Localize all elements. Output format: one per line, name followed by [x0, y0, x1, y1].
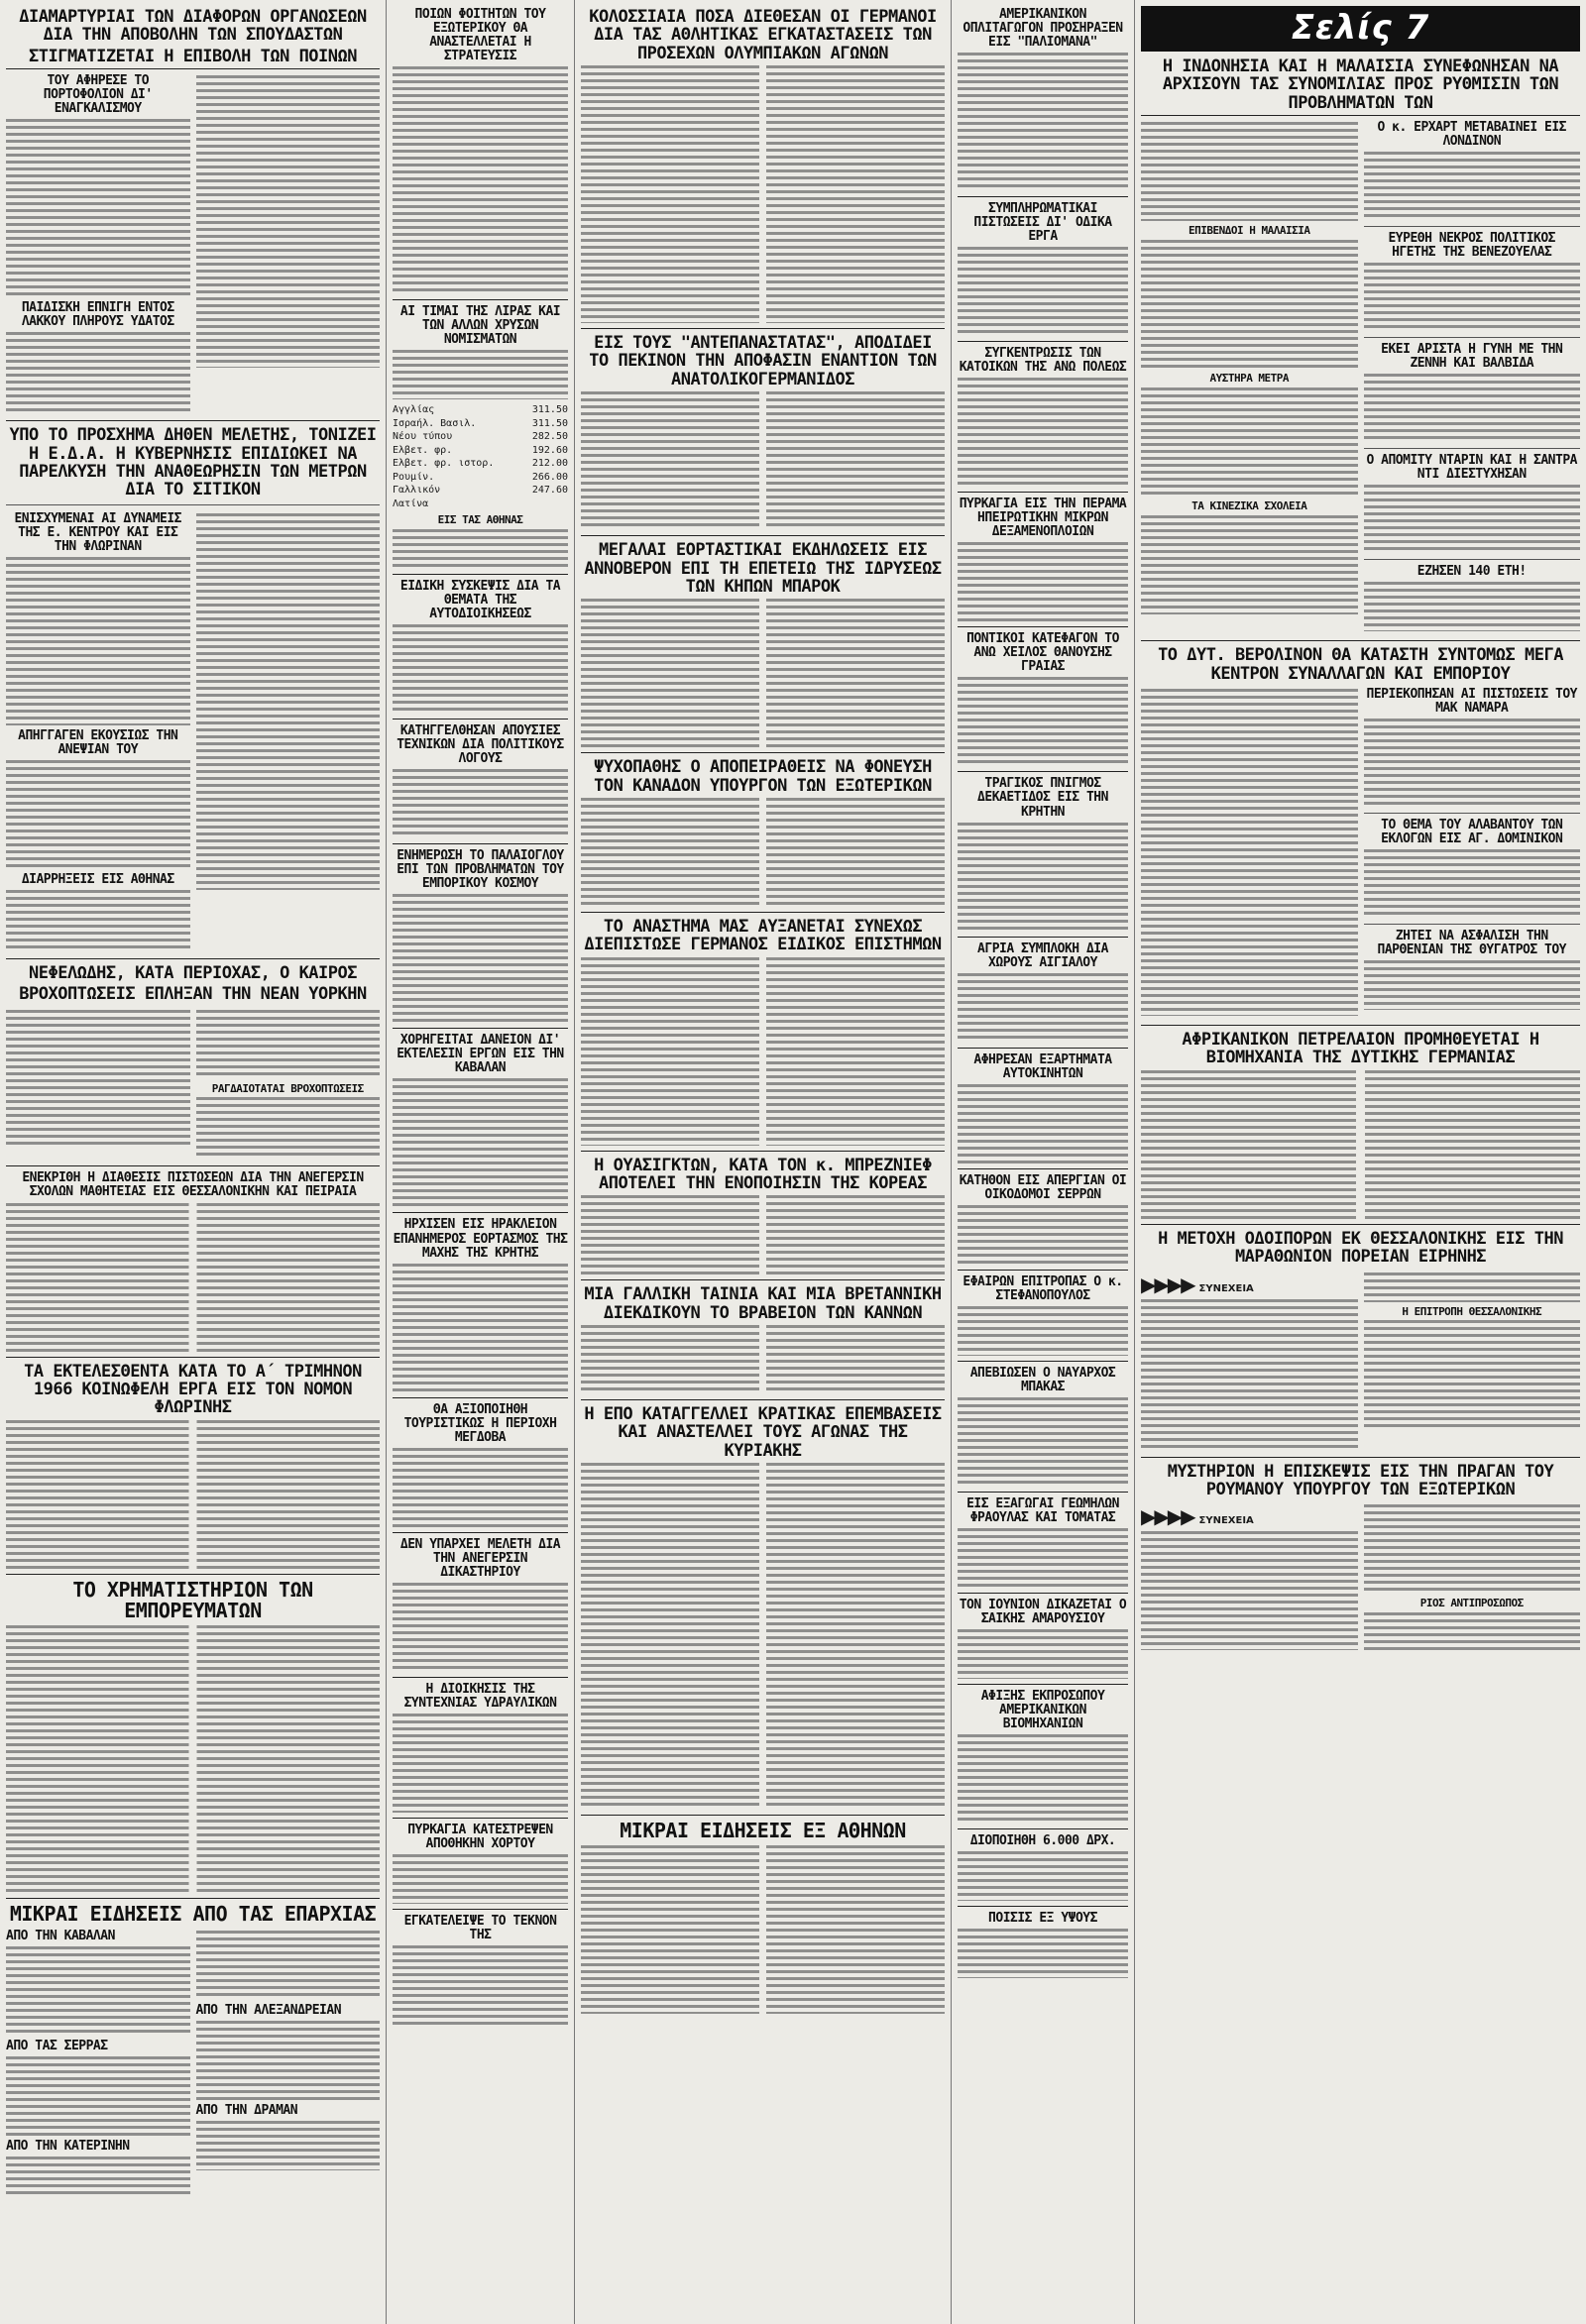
article-body: [1141, 515, 1358, 614]
page-number-banner: Σελίς 7: [1141, 6, 1580, 52]
headline-florina-works: ΤΑ ΕΚΤΕΛΕΣΘΕΝΤΑ ΚΑΤΑ ΤΟ Α΄ ΤΡΙΜΗΝΟΝ 1966 ΚΟΙΝΩΦΕΛΗ ΕΡΓΑ ΕΙΣ ΤΟΝ ΝΟΜΟΝ ΦΛΩΡΙΝΗΣ: [24, 1361, 362, 1418]
headline-romanian-minister: ΜΥΣΤΗΡΙΟΝ Η ΕΠΙΣΚΕΨΙΣ ΕΙΣ ΤΗΝ ΠΡΑΓΑΝ ΤΟΥ ΡΟΥΜΑΝΟΥ ΥΠΟΥΡΓΟΥ ΤΩΝ ΕΞΩΤΕΡΙΚΩΝ: [1167, 1461, 1554, 1499]
headline-erhard: Ο κ. ΕΡΧΑΡΤ ΜΕΤΑΒΑΙΝΕΙ ΕΙΣ ΛΟΝΔΙΝΟΝ: [1377, 120, 1566, 150]
subhead-serres: ΑΠΟ ΤΑΣ ΣΕΡΡΑΣ: [6, 2039, 108, 2054]
article-body: [6, 1010, 190, 1149]
subhead-athens: ΕΙΣ ΤΑΣ ΑΘΗΝΑΣ: [437, 513, 523, 527]
headline-6000-drachmas: ΔΙΟΠΟΙΗΘΗ 6.000 ΔΡΧ.: [969, 1833, 1116, 1849]
headline-commodities-exchange: ΤΟ ΧΡΗΜΑΤΙΣΤΗΡΙΟΝ ΤΩΝ ΕΜΠΟΡΕΥΜΑΤΩΝ: [72, 1577, 313, 1623]
rate-row: Ελβετ. φρ. ιστορ. 212.00: [393, 458, 568, 470]
subhead-malaysia: ΕΠΙΒΕΝΔΟΙ Η ΜΑΛΑΙΣΙΑ: [1189, 224, 1310, 238]
article-body: [1141, 689, 1358, 1016]
article-body: [958, 247, 1128, 336]
headline-heavy-rain: ΡΑΓΔΑΙΟΤΑΤΑΙ ΒΡΟΧΟΠΤΩΣΕΙΣ: [211, 1081, 364, 1095]
headline-ano-poli: ΣΥΓΚΕΝΤΡΩΣΙΣ ΤΩΝ ΚΑΤΟΙΚΩΝ ΤΗΣ ΑΝΩ ΠΟΛΕΩΣ: [959, 346, 1127, 376]
headline-megdova: ΘΑ ΑΞΙΟΠΟΙΗΘΗ ΤΟΥΡΙΣΤΙΚΩΣ Η ΠΕΡΙΟΧΗ ΜΕΓΔΟΒΑ: [403, 1401, 557, 1445]
article-body: [1364, 960, 1581, 1010]
article-body: [393, 769, 568, 838]
article-body: [958, 53, 1128, 191]
headline-venezuela: ΕΥΡΕΘΗ ΝΕΚΡΟΣ ΠΟΛΙΤΙΚΟΣ ΗΓΕΤΗΣ ΤΗΣ ΒΕΝΕΖΟΥΕΛΑΣ: [1388, 231, 1555, 261]
article-body: [1364, 374, 1581, 443]
headline-self-government: ΕΙΔΙΚΗ ΣΥΣΚΕΨΙΣ ΔΙΑ ΤΑ ΘΕΜΑΤΑ ΤΗΣ ΑΥΤΟΔΙΟΙΚΗΣΕΩΣ: [399, 579, 561, 622]
headline-technicians: ΚΑΤΗΓΓΕΛΘΗΣΑΝ ΑΠΟΥΣΙΕΣ ΤΕΧΝΙΚΩΝ ΔΙΑ ΠΟΛΙΤΙΚΟΥΣ ΛΟΓΟΥΣ: [396, 723, 564, 767]
article-body: [6, 1420, 380, 1569]
article-body: [958, 1734, 1128, 1824]
headline-american-industries: ΑΦΙΞΗΣ ΕΚΠΡΟΣΩΠΟΥ ΑΜΕΡΙΚΑΝΙΚΩΝ ΒΙΟΜΗΧΑΝΙΩΝ: [980, 1688, 1105, 1732]
headline-kavala-loan: ΧΟΡΗΓΕΙΤΑΙ ΔΑΝΕΙΟΝ ΔΙ' ΕΚΤΕΛΕΣΙΝ ΕΡΓΩΝ ΕΙΣ ΤΗΝ ΚΑΒΑΛΑΝ: [396, 1033, 564, 1076]
article-body: [1364, 582, 1581, 631]
rate-row: Λατίνα: [393, 498, 429, 509]
headline-beijing: ΕΙΣ ΤΟΥΣ "ΑΝΤΕΠΑΝΑΣΤΑΤΑΣ", ΑΠΟΔΙΔΕΙ ΤΟ ΠΕΚΙΝΟΝ ΤΗΝ ΑΠΟΦΑΣΙΝ ΕΝΑΝΤΙΟΝ ΤΩΝ ΑΝΑΤΟΛΙΚΟΓΕΡΜΑΝΙΔΟΣ: [589, 333, 937, 389]
article-body: [1364, 1273, 1581, 1302]
headline-girl-drowned: ΠΑΙΔΙΣΚΗ ΕΠΝΙΓΗ ΕΝΤΟΣ ΛΑΚΚΟΥ ΠΛΗΡΟΥΣ ΥΔΑΤΟΣ: [21, 300, 174, 330]
article-body: [581, 65, 945, 323]
article-body: [196, 75, 381, 368]
gold-coin-rates-table: [393, 403, 568, 510]
headline-140-years: ΕΖΗΣΕΝ 140 ΕΤΗ!: [1416, 564, 1527, 580]
subhead-chinese-schools: ΤΑ ΚΙΝΕΖΙΚΑ ΣΧΟΛΕΙΑ: [1191, 498, 1307, 512]
column-4: [952, 0, 1135, 2324]
subhead-drama: ΑΠΟ ΤΗΝ ΔΡΑΜΑΝ: [195, 2103, 298, 2119]
headline-marathon-march: Η ΜΕΤΟΧΗ ΟΔΟΙΠΟΡΩΝ ΕΚ ΘΕΣΣΑΛΟΝΙΚΗΣ ΕΙΣ ΤΗΝ ΜΑΡΑΘΩΝΙΟΝ ΠΟΡΕΙΑΝ ΕΙΡΗΝΗΣ: [1158, 1228, 1563, 1268]
headline-darin: Ο ΑΠΟΜΙΤΥ ΝΤΑΡΙΝ ΚΑΙ Η ΣΑΝΤΡΑ ΝΤΙ ΔΙΕΣΤΥΧΗΣΑΝ: [1366, 453, 1577, 483]
headline-height-increase: ΤΟ ΑΝΑΣΤΗΜΑ ΜΑΣ ΑΥΞΑΝΕΤΑΙ ΣΥΝΕΧΩΣ ΔΙΕΠΙΣΤΩΣΕ ΓΕΡΜΑΝΟΣ ΕΙΔΙΚΟΣ ΕΠΙΣΤΗΜΩΝ: [584, 916, 942, 955]
article-body: [393, 66, 568, 294]
headline-epo: Η ΕΠΟ ΚΑΤΑΓΓΕΛΛΕΙ ΚΡΑΤΙΚΑΣ ΕΠΕΜΒΑΣΕΙΣ ΚΑΙ ΑΝΑΣΤΕΛΛΕΙ ΤΟΥΣ ΑΓΩΝΑΣ ΤΗΣ ΚΥΡΙΑΚΗΣ: [584, 1404, 942, 1461]
article-body: [6, 2157, 190, 2196]
subhead-committee: Η ΕΠΙΤΡΟΠΗ ΘΕΣΣΑΛΟΝΙΚΗΣ: [1402, 1304, 1542, 1318]
headline-athens-news: ΜΙΚΡΑΙ ΕΙΔΗΣΕΙΣ ΕΞ ΑΘΗΝΩΝ: [620, 1819, 906, 1843]
headline-exports: ΕΙΣ ΕΞΑΓΩΓΑΙ ΓΕΩΜΗΛΩΝ ΦΡΑΟΥΛΑΣ ΚΑΙ ΤΟΜΑΤΑΣ: [966, 1495, 1119, 1525]
article-body: [196, 513, 381, 890]
headline-road-works: ΣΥΜΠΛΗΡΩΜΑΤΙΚΑΙ ΠΙΣΤΩΣΕΙΣ ΔΙ' ΟΔΙΚΑ ΕΡΓΑ: [973, 201, 1112, 245]
headline-protests-students: ΔΙΑΜΑΡΤΥΡΙΑΙ ΤΩΝ ΔΙΑΦΟΡΩΝ ΟΡΓΑΝΩΣΕΩΝ ΔΙΑ ΤΗΝ ΑΠΟΒΟΛΗΝ ΤΩΝ ΣΠΟΥΔΑΣΤΩΝ: [19, 7, 367, 46]
article-body: [393, 1854, 568, 1904]
headline-cannes: ΜΙΑ ΓΑΛΛΙΚΗ ΤΑΙΝΙΑ ΚΑΙ ΜΙΑ ΒΡΕΤΑΝΝΙΚΗ ΔΙΕΚΔΙΚΟΥΝ ΤΟ ΒΡΑΒΕΙΟΝ ΤΩΝ ΚΑΝΝΩΝ: [584, 1284, 942, 1323]
article-body: [1364, 152, 1581, 221]
article-body: [581, 1463, 945, 1810]
headline-penalties: ΣΤΙΓΜΑΤΙΖΕΤΑΙ Η ΕΠΙΒΟΛΗ ΤΩΝ ΠΟΙΝΩΝ: [6, 48, 380, 69]
article-body: [581, 391, 945, 530]
headline-palaiologos: ΕΝΗΜΕΡΩΣΗ ΤΟ ΠΑΛΑΙΟΓΛΟΥ ΕΠΙ ΤΩΝ ΠΡΟΒΛΗΜΑΤΩΝ ΤΟΥ ΕΜΠΟΡΙΚΟΥ ΚΟΣΜΟΥ: [396, 848, 564, 892]
article-body: [1141, 1070, 1580, 1219]
article-body: [958, 677, 1128, 766]
article-body: [393, 1945, 568, 2025]
column-5: [1135, 0, 1586, 2324]
headline-eda-wheat: ΥΠΟ ΤΟ ΠΡΟΣΧΗΜΑ ΔΗΘΕΝ ΜΕΛΕΤΗΣ, ΤΟΝΙΖΕΙ Η Ε.Δ.Α. Η ΚΥΒΕΡΝΗΣΙΣ ΕΠΙΔΙΩΚΕΙ ΝΑ ΠΑΡΕΛΚΥΣΗ ΤΗΝ ΑΝΑΘΕΩΡΗΣΙΝ ΤΩΝ ΜΕΤΡΩΝ ΔΙΑ ΤΟ ΣΙΤΙΚΟΝ: [9, 425, 377, 500]
market-listing: [6, 1625, 380, 1893]
article-body: [6, 890, 190, 949]
headline-african-oil: ΑΦΡΙΚΑΝΙΚΟΝ ΠΕΤΡΕΛΑΙΟΝ ΠΡΟΜΗΘΕΥΕΤΑΙ Η ΒΙΟΜΗΧΑΝΙΑ ΤΗΣ ΔΥΤΙΚΗΣ ΓΕΡΜΑΝΙΑΣ: [1182, 1030, 1539, 1068]
article-body: [393, 624, 568, 714]
headline-abandoned-child: ΕΓΚΑΤΕΛΕΙΨΕ ΤΟ ΤΕΚΝΟΝ ΤΗΣ: [403, 1913, 557, 1942]
headline-paliomana: ΑΜΕΡΙΚΑΝΙΚΟΝ ΟΠΛΙΤΑΓΩΓΟΝ ΠΡΟΣΗΡΑΞΕΝ ΕΙΣ "ΠΑΛΙΟΜΑΝΑ": [963, 7, 1123, 51]
headline-hay-fire: ΠΥΡΚΑΓΙΑ ΚΑΤΕΣΤΡΕΨΕΝ ΑΠΟΘΗΚΗΝ ΧΟΡΤΟΥ: [407, 1822, 553, 1851]
headline-schools-credits: ΕΝΕΚΡΙΘΗ Η ΔΙΑΘΕΣΙΣ ΠΙΣΤΩΣΕΩΝ ΔΙΑ ΤΗΝ ΑΝΕΓΕΡΣΙΝ ΣΧΟΛΩΝ ΜΑΘΗΤΕΙΑΣ ΕΙΣ ΘΕΣΣΑΛΟΝΙΚΗΝ ΚΑΙ ΠΕΙΡΑΙΑ: [22, 1170, 364, 1200]
headline-serres-strike: ΚΑΤΗΘΟΝ ΕΙΣ ΑΠΕΡΓΙΑΝ ΟΙ ΟΙΚΟΔΟΜΟΙ ΣΕΡΡΩΝ: [959, 1172, 1127, 1202]
rate-row: Ισραήλ. Βασιλ. 311.50: [393, 417, 568, 429]
article-body: [1364, 1612, 1581, 1652]
article-body: [958, 1397, 1128, 1487]
article-body: [1364, 719, 1581, 808]
headline-burglaries: ΔΙΑΡΡΗΞΕΙΣ ΕΙΣ ΑΘΗΝΑΣ: [21, 871, 174, 887]
article-body: [393, 1448, 568, 1527]
article-body: [581, 599, 945, 747]
headline-weather: ΝΕΦΕΛΩΔΗΣ, ΚΑΤΑ ΠΕΡΙΟΧΑΣ, Ο ΚΑΙΡΟΣ: [29, 962, 357, 983]
article-body: [1141, 1299, 1358, 1448]
article-body: [958, 1929, 1128, 1978]
article-body: [958, 378, 1128, 487]
article-body: [958, 973, 1128, 1043]
article-body: [581, 1325, 945, 1394]
column-1: [0, 0, 387, 2324]
article-body: [958, 1629, 1128, 1679]
article-body: [581, 798, 945, 907]
rate-row: Ελβετ. φρ. 192.60: [393, 444, 568, 456]
article-body: [958, 1084, 1128, 1163]
article-body: [581, 957, 945, 1146]
article-body: [196, 2121, 381, 2170]
continuation-arrows: ▶▶▶▶ ΣΥΝΕΧΕΙΑ: [1141, 1272, 1254, 1296]
headline-insure-virginity: ΖΗΤΕΙ ΝΑ ΑΣΦΑΛΙΣΗ ΤΗΝ ΠΑΡΘΕΝΙΑΝ ΤΗΣ ΘΥΓΑΤΡΟΣ ΤΟΥ: [1377, 929, 1566, 958]
article-body: [958, 823, 1128, 932]
headline-fight: ΑΓΡΙΑ ΣΥΜΠΛΟΚΗ ΔΙΑ ΧΩΡΟΥΣ ΑΙΓΙΑΛΟΥ: [977, 941, 1108, 970]
headline-gold-coins: ΑΙ ΤΙΜΑΙ ΤΗΣ ΛΙΡΑΣ ΚΑΙ ΤΩΝ ΑΛΛΩΝ ΧΡΥΣΩΝ ΝΟΜΙΣΜΑΤΩΝ: [399, 304, 561, 348]
headline-battle-of-crete: ΗΡΧΙΣΕΝ ΕΙΣ ΗΡΑΚΛΕΙΟΝ ΕΠΑΝΗΜΕΡΟΣ ΕΟΡΤΑΣΜΟΣ ΤΗΣ ΜΑΧΗΣ ΤΗΣ ΚΡΗΤΗΣ: [393, 1217, 568, 1261]
subhead-katerini: ΑΠΟ ΤΗΝ ΚΑΤΕΡΙΝΗΝ: [6, 2139, 130, 2155]
article-body: [958, 1205, 1128, 1265]
headline-rats: ΠΟΝΤΙΚΟΙ ΚΑΤΕΦΑΓΟΝ ΤΟ ΑΝΩ ΧΕΙΛΟΣ ΘΑΝΟΥΣΗΣ ΓΡΑΙΑΣ: [966, 631, 1119, 675]
subhead-kavala: ΑΠΟ ΤΗΝ ΚΑΒΑΛΑΝ: [6, 1929, 115, 1944]
headline-fall: ΠΟΙΣΙΣ ΕΞ ΥΨΟΥΣ: [988, 1911, 1097, 1927]
article-body: [6, 332, 190, 411]
article-body: [1364, 1504, 1581, 1594]
subhead-strict-measures: ΑΥΣΤΗΡΑ ΜΕΤΡΑ: [1209, 371, 1290, 385]
article-body: [1141, 122, 1358, 221]
headline-west-berlin: ΤΟ ΔΥΤ. ΒΕΡΟΛΙΝΟΝ ΘΑ ΚΑΤΑΣΤΗ ΣΥΝΤΟΜΩΣ ΜΕΓΑ ΚΕΝΤΡΟΝ ΣΥΝΑΛΛΑΓΩΝ ΚΑΙ ΕΜΠΟΡΙΟΥ: [1158, 645, 1563, 684]
headline-wallet-theft: ΤΟΥ ΑΦΗΡΕΣΕ ΤΟ ΠΟΡΤΟΦΟΛΙΟΝ ΔΙ' ΕΝΑΓΚΑΛΙΣΜΟΥ: [43, 73, 153, 117]
article-body: [6, 760, 190, 869]
headline-new-york-rain: ΒΡΟΧΟΠΤΩΣΕΙΣ ΕΠΛΗΞΑΝ ΤΗΝ ΝΕΑΝ ΥΟΡΚΗΝ: [19, 984, 367, 1005]
article-body: [393, 1078, 568, 1207]
headline-olympic-facilities: ΚΟΛΟΣΣΙΑΙΑ ΠΟΣΑ ΔΙΕΘΕΣΑΝ ΟΙ ΓΕΡΜΑΝΟΙ ΔΙΑ ΤΑΣ ΑΘΛΗΤΙΚΑΣ ΕΓΚΑΤΑΣΤΑΣΕΙΣ ΤΩΝ ΠΡΟΣΕΧΩΝ ΟΛΥΜΠΙΑΚΩΝ ΑΓΩΝΩΝ: [589, 7, 937, 63]
column-3: [575, 0, 952, 2324]
article-body: [6, 2056, 190, 2136]
article-body: [393, 350, 568, 399]
headline-woman: ΕΚΕΙ ΑΡΙΣΤΑ Η ΓΥΝΗ ΜΕ ΤΗΝ ΖΕΝΝΗ ΚΑΙ ΒΑΛΒΙΔΑ: [1381, 342, 1563, 372]
article-body: [196, 2021, 381, 2100]
headline-trial: ΤΟΝ ΙΟΥΝΙΟΝ ΔΙΚΑΖΕΤΑΙ Ο ΣΑΙΚΗΣ ΑΜΑΡΟΥΣΙΟΥ: [959, 1597, 1127, 1626]
headline-dominican: ΤΟ ΘΕΜΑ ΤΟΥ ΑΛΑΒΑΝΤΟΥ ΤΩΝ ΕΚΛΟΓΩΝ ΕΙΣ ΑΓ. ΔΟΜΙΝΙΚΟΝ: [1381, 818, 1563, 847]
subhead-alexandreia: ΑΠΟ ΤΗΝ ΑΛΕΞΑΝΔΡΕΙΑΝ: [195, 2003, 342, 2019]
article-body: [1364, 1320, 1581, 1429]
headline-mcnamara: ΠΕΡΙΕΚΟΠΗΣΑΝ ΑΙ ΠΙΣΤΩΣΕΙΣ ΤΟΥ ΜΑΚ ΝΑΜΑΡΑ: [1366, 687, 1577, 717]
article-body: [1364, 849, 1581, 919]
article-body: [958, 1851, 1128, 1901]
rate-row: Νέου τύπου 282.50: [393, 431, 568, 443]
article-body: [958, 542, 1128, 621]
subhead-representative: ΡΙΟΣ ΑΝΤΙΠΡΟΣΩΠΟΣ: [1419, 1597, 1524, 1610]
article-body: [393, 529, 568, 569]
article-body: [1141, 1531, 1358, 1650]
rate-row: Αγγλίας 311.50: [393, 404, 568, 416]
headline-plumbers: Η ΔΙΟΙΚΗΣΙΣ ΤΗΣ ΣΥΝΤΕΧΝΙΑΣ ΥΔΡΑΥΛΙΚΩΝ: [403, 1681, 557, 1711]
article-body: [6, 119, 190, 297]
headline-provincial-news: ΜΙΚΡΑΙ ΕΙΔΗΣΕΙΣ ΑΠΟ ΤΑΣ ΕΠΑΡΧΙΑΣ: [9, 1901, 377, 1926]
article-body: [393, 1583, 568, 1672]
article-body: [958, 1306, 1128, 1356]
headline-students-abroad: ΠΟΙΩΝ ΦΟΙΤΗΤΩΝ ΤΟΥ ΕΞΩΤΕΡΙΚΟΥ ΘΑ ΑΝΑΣΤΕΛΛΕΤΑΙ Η ΣΤΡΑΤΕΥΣΙΣ: [414, 7, 546, 64]
headline-hanover: ΜΕΓΑΛΑΙ ΕΟΡΤΑΣΤΙΚΑΙ ΕΚΔΗΛΩΣΕΙΣ ΕΙΣ ΑΝΝΟΒΕΡΟΝ ΕΠΙ ΤΗ ΕΠΕΤΕΙΩ ΤΗΣ ΙΔΡΥΣΕΩΣ ΤΩΝ ΚΗΠΩΝ ΜΠΑΡΟΚ: [584, 540, 942, 597]
column-2: [387, 0, 575, 2324]
rate-row: Ρουμίν. 266.00: [393, 471, 568, 483]
headline-psychopath: ΨΥΧΟΠΑΘΗΣ Ο ΑΠΟΠΕΙΡΑΘΕΙΣ ΝΑ ΦΟΝΕΥΣΗ ΤΟΝ ΚΑΝΑΔΟΝ ΥΠΟΥΡΓΟΝ ΤΩΝ ΕΞΩΤΕΡΙΚΩΝ: [594, 757, 932, 796]
article-body: [6, 557, 190, 725]
headline-florina-forces: ΕΝΙΣΧΥΜΕΝΑΙ ΑΙ ΔΥΝΑΜΕΙΣ ΤΗΣ Ε. ΚΕΝΤΡΟΥ ΚΑΙ ΕΙΣ ΤΗΝ ΦΛΩΡΙΝΑΝ: [14, 510, 181, 554]
headline-indonesia-malaysia: Η ΙΝΔΟΝΗΣΙΑ ΚΑΙ Η ΜΑΛΑΙΣΙΑ ΣΥΝΕΦΩΝΗΣΑΝ ΝΑ ΑΡΧΙΣΟΥΝ ΤΑΣ ΣΥΝΟΜΙΛΙΑΣ ΠΡΟΣ ΡΥΘΜΙΣΙΝ ΤΩΝ ΠΡΟΒΛΗΜΑΤΩΝ ΤΩΝ: [1141, 57, 1580, 116]
headline-perama-fire: ΠΥΡΚΑΓΙΑ ΕΙΣ ΤΗΝ ΠΕΡΑΜΑ ΗΠΕΙΡΩΤΙΚΗΝ ΜΙΚΡΩΝ ΔΕΞΑΜΕΝΟΠΛΟΙΩΝ: [959, 497, 1127, 540]
headline-car-parts: ΑΦΗΡΕΣΑΝ ΕΞΑΡΤΗΜΑΤΑ ΑΥΤΟΚΙΝΗΤΩΝ: [973, 1051, 1112, 1081]
article-body: [393, 1264, 568, 1392]
headline-stefanopoulos: ΕΦΑΙΡΩΝ ΕΠΙΤΡΟΠΑΣ Ο κ. ΣΤΕΦΑΝΟΠΟΥΛΟΣ: [963, 1273, 1123, 1303]
article-body: [1364, 263, 1581, 332]
article-body: [6, 1946, 190, 2036]
article-body: [1364, 485, 1581, 554]
article-body: [393, 894, 568, 1023]
headline-courthouse: ΔΕΝ ΥΠΑΡΧΕΙ ΜΕΛΕΤΗ ΔΙΑ ΤΗΝ ΑΝΕΓΕΡΣΙΝ ΔΙΚΑΣΤΗΡΙΟΥ: [399, 1536, 561, 1580]
article-body: [196, 1010, 381, 1079]
article-body: [581, 1845, 945, 2014]
article-body: [581, 1195, 945, 1274]
headline-niece: ΑΠΗΓΓΑΓΕΝ ΕΚΟΥΣΙΩΣ ΤΗΝ ΑΝΕΨΙΑΝ ΤΟΥ: [18, 727, 178, 757]
headline-crete-drowning: ΤΡΑΓΙΚΟΣ ΠΝΙΓΜΟΣ ΔΕΚΑΕΤΙΔΟΣ ΕΙΣ ΤΗΝ ΚΡΗΤΗΝ: [977, 776, 1108, 820]
headline-brezhnev: Η ΟΥΑΣΙΓΚΤΩΝ, ΚΑΤΑ ΤΟΝ κ. ΜΠΡΕΖΝΙΕΦ ΑΠΟΤΕΛΕΙ ΤΗΝ ΕΝΟΠΟΙΗΣΙΝ ΤΗΣ ΚΟΡΕΑΣ: [594, 1155, 932, 1194]
headline-admiral: ΑΠΕΒΙΩΣΕΝ Ο ΝΑΥΑΡΧΟΣ ΜΠΑΚΑΣ: [969, 1365, 1116, 1394]
article-body: [6, 1203, 380, 1352]
article-body: [196, 1931, 381, 2000]
continuation-arrows: ▶▶▶▶ ΣΥΝΕΧΕΙΑ: [1141, 1504, 1254, 1529]
rate-row: Γαλλικόν 247.60: [393, 485, 568, 497]
article-body: [393, 1714, 568, 1813]
article-body: [196, 1097, 381, 1157]
article-body: [1141, 387, 1358, 497]
article-body: [1141, 240, 1358, 369]
article-body: [958, 1528, 1128, 1588]
